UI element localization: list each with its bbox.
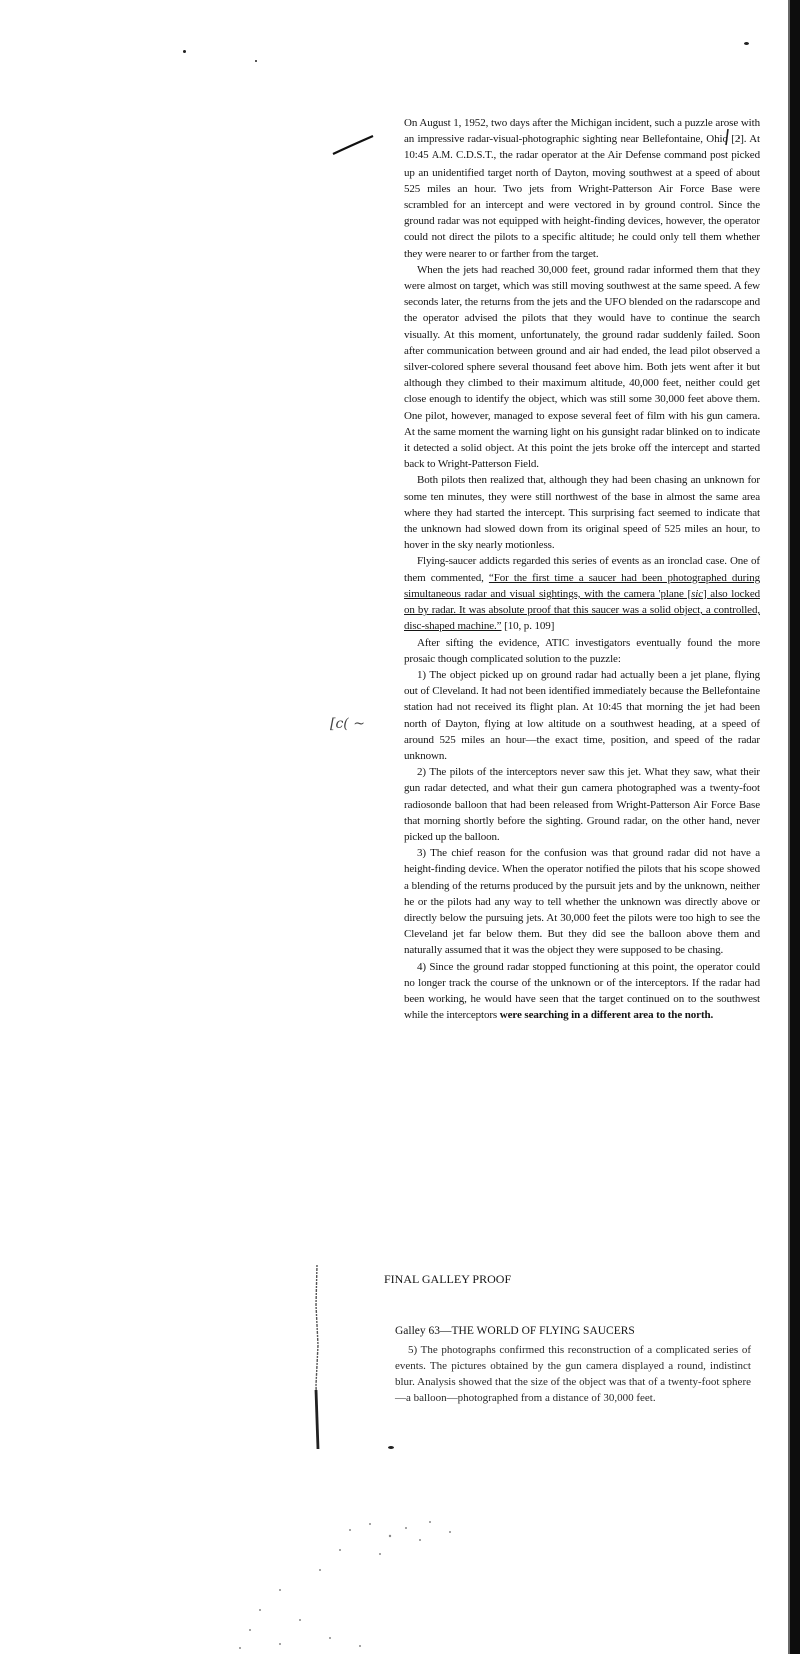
underlined-quote: “For the first time a saucer had been photographed during simultaneous radar and visual sightings, with the camera 'plane [ bbox=[404, 571, 760, 600]
text-run: 4) Since the ground radar stopped functioning at this point, the operator could no longer track the course of the unknown or of the interceptors. If the radar had been working, he would have seen that the target continued on to the southwest while the interceptors bbox=[404, 960, 760, 1022]
galley-text-column bbox=[395, 1342, 751, 1406]
scan-speck bbox=[744, 42, 749, 45]
list-item-1: 1) The object picked up on ground radar had actually been a jet plane, flying out of Cleveland. It had not been identified immediately because the Bellefontaine station had not received its flight plan. At 10:45 that morning the jet had been north of Dayton, flying at low altitude on a southwest heading, at a speed of around 525 miles an hour—the exact time, position, and speed of the radar unknown. bbox=[404, 668, 760, 762]
bold-text-run: were searching in a different area to the north. bbox=[499, 1009, 714, 1022]
paragraph-jets-altitude: When the jets had reached 30,000 feet, ground radar informed them that they were almost on target, which was still moving southwest at the same speed. A few seconds later, the returns from the jets and the UFO blended on the radarscope and the operator advised the pilots that they would have to continue the search visually. At this moment, unfortunately, the ground radar suddenly failed. Soon after communication between ground and air had ended, the lead pilot observed a silver-colored sphere several thousand feet above him. Both jets went after it but although they climbed to their maximum altitude, 40,000 feet, neither could get close enough to identify the object, which was still some 30,000 feet above them. One pilot, however, managed to expose several feet of film with his gun camera. At the same moment the warning light on his gunsight radar blinked on to indicate it detected a solid object. At this point the jets broke off the intercept and started back to Wright-Patterson Field. bbox=[404, 263, 760, 471]
list-item-3: 3) The chief reason for the confusion was that ground radar did not have a height-finding device. When the operator notified the pilots that his scope showed a blending of the returns produced by the pursuit jets and by the unknown, neither he or the pilots had any way to tell whether the unknown was directly above or directly below the pursuing jets. At 30,000 feet the pilots were too high to see the Cleveland jet far below them. But they did see the balloon above them and naturally assumed that it was the object they were supposed to be chasing. bbox=[404, 847, 760, 957]
scan-speck bbox=[255, 60, 257, 62]
margin-handwritten-note: [c( ~ bbox=[330, 716, 365, 732]
scan-noise bbox=[220, 1510, 560, 1654]
paragraph-pilots-realized: Both pilots then realized that, although they had been chasing an unknown for some ten minutes, they were still northwest of the base in almost the same area where they had started the intercept. This surprising fact seemed to indicate that the unknown had slowed down from its original speed of 525 miles an hour, to hover in the sky nearly motionless. bbox=[404, 474, 760, 552]
list-item-5: 5) The photographs confirmed this reconstruction of a complicated series of events. The pictures obtained by the gun camera displayed a round, indistinct blur. Analysis showed that the size of the object was that of a twenty-foot sphere—a balloon—photographed from a distance of 30,000 feet. bbox=[395, 1344, 751, 1404]
scan-speck bbox=[183, 50, 186, 53]
scan-border-shadow bbox=[788, 0, 790, 1654]
galley-title: Galley 63—THE WORLD OF FLYING SAUCERS bbox=[395, 1325, 635, 1337]
text-run: Flying-saucer addicts regarded this series of events as an ironclad case. One of them commented, bbox=[404, 555, 760, 584]
scan-border bbox=[790, 0, 800, 1654]
paragraph-saucer-addicts bbox=[404, 553, 760, 634]
list-item-2: 2) The pilots of the interceptors never saw this jet. What they saw, what their gun radar detected, and what their gun camera photographed was a twenty-foot radiosonde balloon that had been released from Wright-Patterson Air Force Base that morning shortly before the sighting. Ground radar, on the other hand, never picked up the balloon. bbox=[404, 766, 760, 843]
paragraph-bellefontaine-intro bbox=[404, 115, 760, 262]
galley-proof-heading: FINAL GALLEY PROOF bbox=[384, 1272, 512, 1286]
sic-note: sic bbox=[691, 587, 704, 600]
citation: [10, p. 109] bbox=[501, 620, 555, 633]
list-item-4 bbox=[404, 959, 760, 1024]
scan-speck bbox=[388, 1446, 394, 1449]
underlined-quote-end: ] also locked on by radar. It was absolute proof that this saucer was a solid object, a controlled, disc-shaped machine.” bbox=[404, 587, 760, 633]
text-run: On August 1, 1952, two days after the Michigan incident, such a puzzle arose with an impressive radar-visual-photographic sighting near Bellefontaine, Ohio [2]. At 10:45 bbox=[404, 117, 760, 162]
main-text-column bbox=[404, 115, 760, 1023]
small-caps-am: A.M. bbox=[431, 150, 453, 162]
text-run: C.D.S.T., the radar operator at the Air Defense command post picked up an unidentified target north of Dayton, moving southwest at a speed of about 525 miles an hour. Two jets from Wright-Patterson Air Force Base were scrambled for an intercept and were vectored in by ground control. Since the ground radar was not equipped with height-finding devices, however, the operator could not direct the pilots to a specific altitude; he could only tell them whether they were nearer to or farther from the target. bbox=[404, 149, 760, 260]
binding-line bbox=[312, 1265, 322, 1450]
margin-pen-stroke bbox=[330, 132, 376, 158]
paragraph-atic-solution: After sifting the evidence, ATIC investigators eventually found the more prosaic though complicated solution to the puzzle: bbox=[404, 636, 760, 665]
